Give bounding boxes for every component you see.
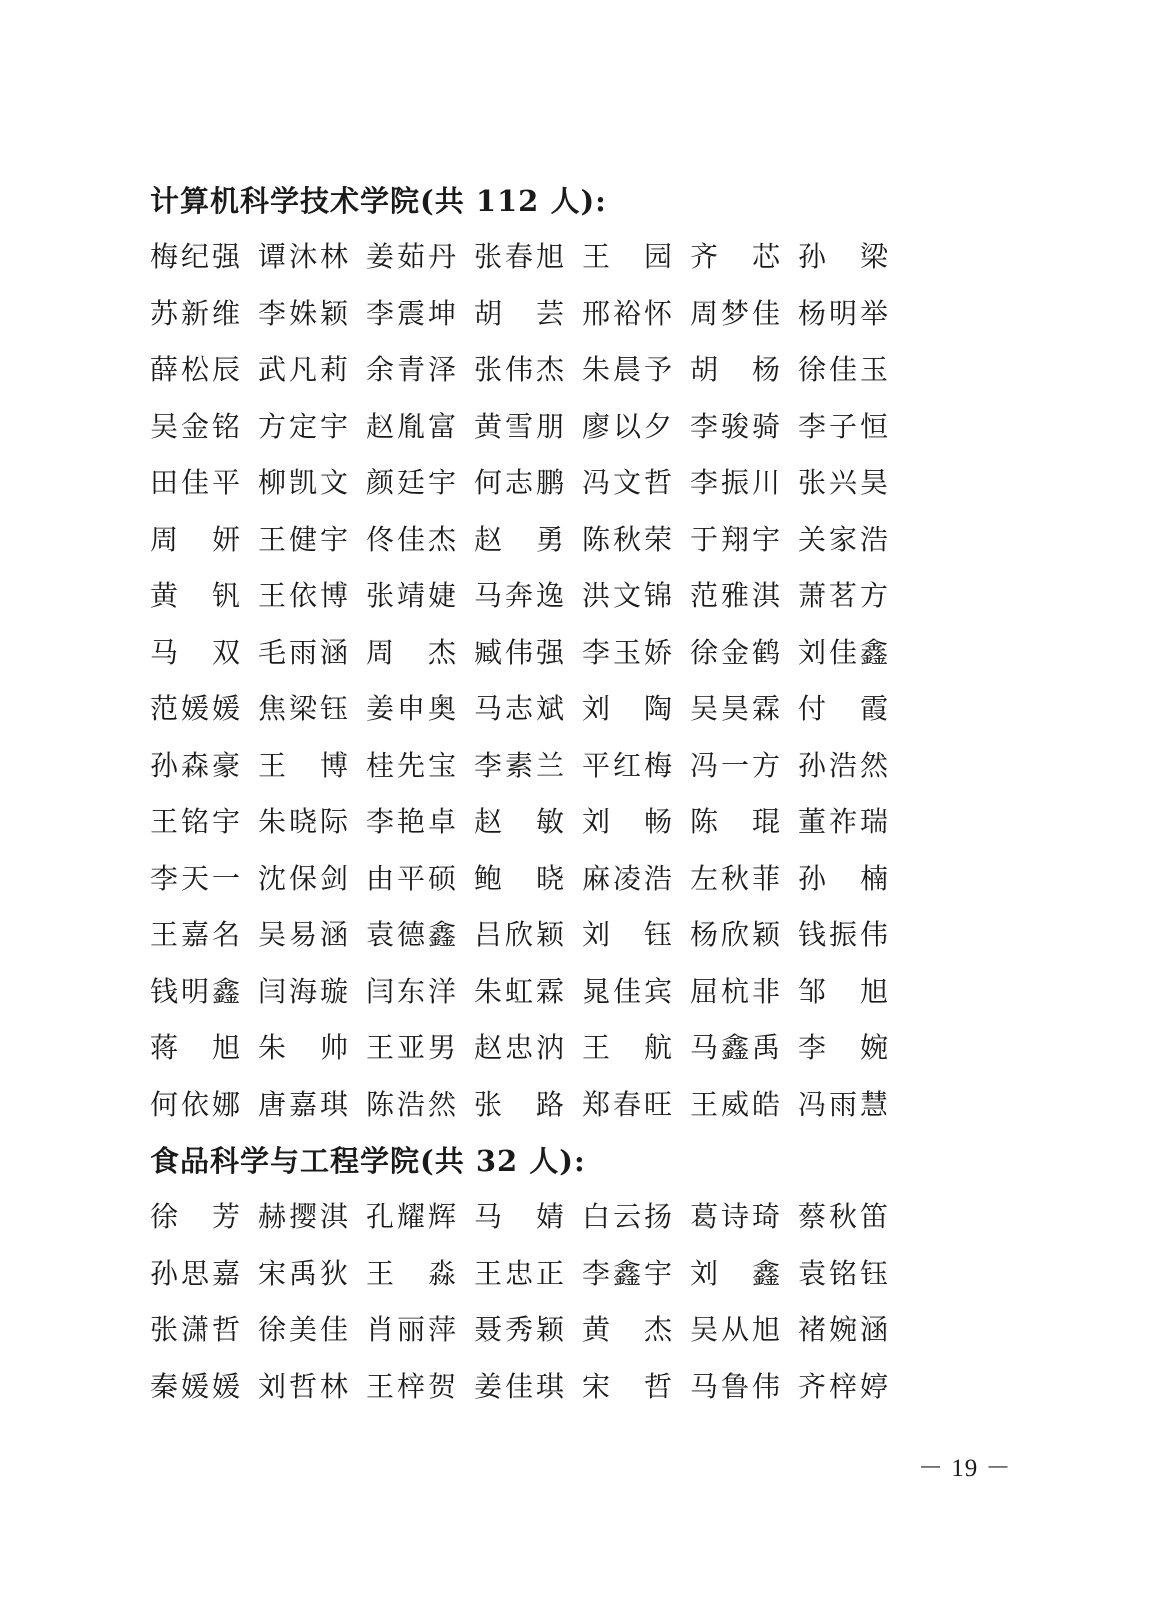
person-name: 王 依 博: [258, 579, 348, 612]
person-name: 闫 东 洋: [366, 974, 456, 1008]
person-name: 张 潇 哲: [150, 1313, 240, 1346]
person-name: 姜 茹 丹: [366, 240, 456, 273]
person-name: 徐 美 佳: [258, 1313, 348, 1346]
person-name: 黄 杰: [582, 1313, 672, 1346]
person-name: 赵 忠 汭: [474, 1031, 564, 1064]
person-name: 黄 雪 朋: [474, 409, 564, 443]
person-name: 邹 旭: [798, 974, 888, 1008]
person-name: 张 路: [474, 1087, 564, 1121]
person-name: 袁 德 鑫: [366, 918, 456, 951]
person-name: 张 兴 昊: [798, 466, 888, 499]
person-name: 吴 金 铭: [150, 409, 240, 443]
person-name: 陈 秋 荣: [582, 522, 672, 556]
person-name: 吕 欣 颖: [474, 918, 564, 951]
person-name: 李 婉: [798, 1031, 888, 1064]
person-name: 李 姝 颖: [258, 296, 348, 330]
person-name: 马 双: [150, 635, 240, 669]
person-name: 朱 晨 予: [582, 353, 672, 386]
person-name: 王 亚 男: [366, 1031, 456, 1064]
person-name: 郑 春 旺: [582, 1087, 672, 1121]
person-name: 何 依 娜: [150, 1087, 240, 1121]
person-name: 桂 先 宝: [366, 748, 456, 782]
person-name: 齐 芯: [690, 240, 780, 273]
person-name: 冯 一 方: [690, 748, 780, 782]
person-name: 马 奔 逸: [474, 579, 564, 612]
person-name: 董 祚 瑞: [798, 805, 888, 838]
person-name: 朱 晓 际: [258, 805, 348, 838]
person-name: 孙 楠: [798, 861, 888, 895]
person-name: 沈 保 剑: [258, 861, 348, 895]
person-name: 由 平 硕: [366, 861, 456, 895]
person-name: 苏 新 维: [150, 296, 240, 330]
person-name: 屈 杭 非: [690, 974, 780, 1008]
person-name: 孙 浩 然: [798, 748, 888, 782]
section-heading: 计算机科学技术学院(共 112 人):: [150, 184, 607, 218]
person-name: 钱 振 伟: [798, 918, 888, 951]
person-name: 孙 森 豪: [150, 748, 240, 782]
person-name: 李 震 坤: [366, 296, 456, 330]
person-name: 王 忠 正: [474, 1256, 564, 1290]
person-name: 麻 凌 浩: [582, 861, 672, 895]
person-name: 左 秋 菲: [690, 861, 780, 895]
person-name: 齐 梓 婷: [798, 1369, 888, 1403]
person-name: 张 春 旭: [474, 240, 564, 273]
person-name: 葛 诗 琦: [690, 1200, 780, 1233]
person-name: 王 博: [258, 748, 348, 782]
person-name: 柳 凯 文: [258, 466, 348, 499]
person-name: 张 伟 杰: [474, 353, 564, 386]
person-name: 赵 敏: [474, 805, 564, 838]
person-name: 冯 雨 慧: [798, 1087, 888, 1121]
name-grid: [150, 1189, 910, 1415]
person-name: 杨 欣 颖: [690, 918, 780, 951]
person-name: 李 振 川: [690, 466, 780, 499]
person-name: 胡 芸: [474, 296, 564, 330]
person-name: 关 家 浩: [798, 522, 888, 556]
person-name: 陈 琨: [690, 805, 780, 838]
person-name: 范 雅 淇: [690, 579, 780, 612]
person-name: 余 青 泽: [366, 353, 456, 386]
person-name: 方 定 宇: [258, 409, 348, 443]
person-name: 宋 哲: [582, 1369, 672, 1403]
person-name: 张 靖 婕: [366, 579, 456, 612]
person-name: 洪 文 锦: [582, 579, 672, 612]
person-name: 王 嘉 名: [150, 918, 240, 951]
person-name: 黄 钒: [150, 579, 240, 612]
person-name: 李 天 一: [150, 861, 240, 895]
person-name: 冯 文 哲: [582, 466, 672, 499]
person-name: 李 鑫 宇: [582, 1256, 672, 1290]
person-name: 钱 明 鑫: [150, 974, 240, 1008]
name-list-content: [150, 173, 910, 1415]
person-name: 王 健 宇: [258, 522, 348, 556]
person-name: 薛 松 辰: [150, 353, 240, 386]
person-name: 鲍 晓: [474, 861, 564, 895]
person-name: 肖 丽 萍: [366, 1313, 456, 1346]
person-name: 马 鲁 伟: [690, 1369, 780, 1403]
person-name: 朱 虹 霖: [474, 974, 564, 1008]
person-name: 蒋 旭: [150, 1031, 240, 1064]
person-name: 姜 申 奥: [366, 692, 456, 725]
person-name: 白 云 扬: [582, 1200, 672, 1233]
person-name: 焦 梁 钰: [258, 692, 348, 725]
person-name: 毛 雨 涵: [258, 635, 348, 669]
person-name: 王 淼: [366, 1256, 456, 1290]
person-name: 王 园: [582, 240, 672, 273]
person-name: 李 素 兰: [474, 748, 564, 782]
person-name: 何 志 鹏: [474, 466, 564, 499]
person-name: 范 媛 媛: [150, 692, 240, 725]
person-name: 姜 佳 琪: [474, 1369, 564, 1403]
person-name: 赵 胤 富: [366, 409, 456, 443]
name-grid: [150, 229, 910, 1133]
person-name: 马 志 斌: [474, 692, 564, 725]
page-number: － 19 －: [918, 1455, 1012, 1482]
person-name: 李 骏 骑: [690, 409, 780, 443]
person-name: 邢 裕 怀: [582, 296, 672, 330]
person-name: 佟 佳 杰: [366, 522, 456, 556]
person-name: 吴 从 旭: [690, 1313, 780, 1346]
person-name: 蔡 秋 笛: [798, 1200, 888, 1233]
person-name: 王 梓 贺: [366, 1369, 456, 1403]
person-name: 王 铭 宇: [150, 805, 240, 838]
person-name: 周 妍: [150, 522, 240, 556]
person-name: 聂 秀 颖: [474, 1313, 564, 1346]
person-name: 刘 畅: [582, 805, 672, 838]
person-name: 宋 禹 狄: [258, 1256, 348, 1290]
person-name: 唐 嘉 琪: [258, 1087, 348, 1121]
person-name: 臧 伟 强: [474, 635, 564, 669]
person-name: 袁 铭 钰: [798, 1256, 888, 1290]
person-name: 刘 钰: [582, 918, 672, 951]
person-name: 吴 昊 霖: [690, 692, 780, 725]
person-name: 武 凡 莉: [258, 353, 348, 386]
person-name: 于 翔 宇: [690, 522, 780, 556]
person-name: 王 航: [582, 1031, 672, 1064]
person-name: 李 艳 卓: [366, 805, 456, 838]
person-name: 李 玉 娇: [582, 635, 672, 669]
person-name: 赫 撄 淇: [258, 1200, 348, 1233]
person-name: 孙 梁: [798, 240, 888, 273]
person-name: 秦 媛 媛: [150, 1369, 240, 1403]
person-name: 徐 芳: [150, 1200, 240, 1233]
person-name: 孔 耀 辉: [366, 1200, 456, 1233]
person-name: 孙 思 嘉: [150, 1256, 240, 1290]
person-name: 谭 沐 林: [258, 240, 348, 273]
person-name: 田 佳 平: [150, 466, 240, 499]
person-name: 付 霞: [798, 692, 888, 725]
person-name: 刘 鑫: [690, 1256, 780, 1290]
person-name: 刘 哲 林: [258, 1369, 348, 1403]
person-name: 王 威 皓: [690, 1087, 780, 1121]
person-name: 周 梦 佳: [690, 296, 780, 330]
person-name: 李 子 恒: [798, 409, 888, 443]
person-name: 马 鑫 禹: [690, 1031, 780, 1064]
person-name: 梅 纪 强: [150, 240, 240, 273]
person-name: 刘 陶: [582, 692, 672, 725]
person-name: 刘 佳 鑫: [798, 635, 888, 669]
person-name: 吴 易 涵: [258, 918, 348, 951]
person-name: 马 婧: [474, 1200, 564, 1233]
person-name: 徐 金 鹤: [690, 635, 780, 669]
person-name: 晁 佳 宾: [582, 974, 672, 1008]
person-name: 廖 以 夕: [582, 409, 672, 443]
section-heading: 食品科学与工程学院(共 32 人):: [150, 1144, 586, 1178]
person-name: 褚 婉 涵: [798, 1313, 888, 1346]
person-name: 赵 勇: [474, 522, 564, 556]
person-name: 徐 佳 玉: [798, 353, 888, 386]
person-name: 朱 帅: [258, 1031, 348, 1064]
person-name: 陈 浩 然: [366, 1087, 456, 1121]
person-name: 平 红 梅: [582, 748, 672, 782]
person-name: 闫 海 璇: [258, 974, 348, 1008]
person-name: 颜 廷 宇: [366, 466, 456, 499]
person-name: 杨 明 举: [798, 296, 888, 330]
person-name: 周 杰: [366, 635, 456, 669]
person-name: 萧 茗 方: [798, 579, 888, 612]
person-name: 胡 杨: [690, 353, 780, 386]
